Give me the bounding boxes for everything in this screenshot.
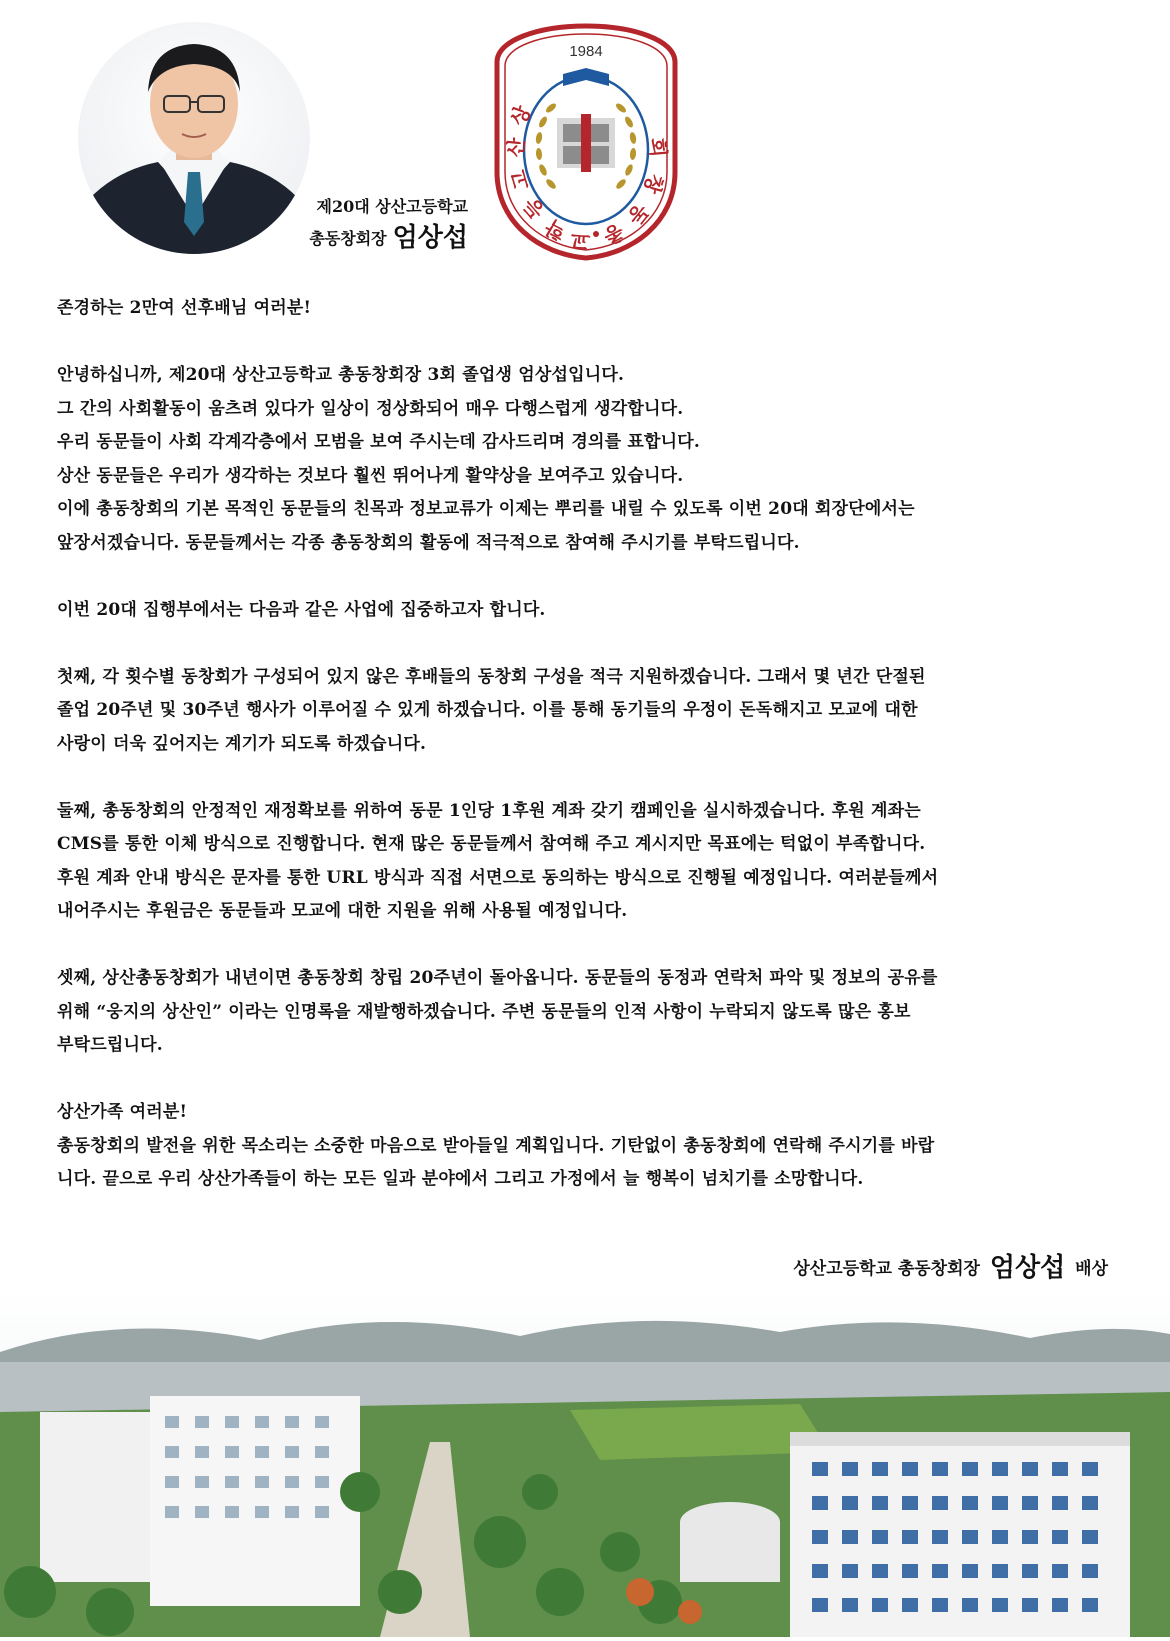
portrait-image [78, 22, 310, 254]
paragraph-line: 후원 계좌 안내 방식은 문자를 통한 URL 방식과 직접 서면으로 동의하는 방식으로 진행될 예정입니다. 여러분들께서 [57, 867, 939, 888]
svg-text:산: 산 [503, 136, 529, 159]
paragraph-line: 우리 동문들이 사회 각계각층에서 모범을 보여 주시는데 감사드리며 경의를 표합니다. [57, 432, 700, 452]
paragraph-line: CMS를 통한 이체 방식으로 진행합니다. 현재 많은 동문들께서 참여해 주고 계시지만 목표에는 턱없이 부족합니다. [57, 834, 926, 854]
paragraph-line: 사랑이 더욱 깊어지는 계기가 되도록 하겠습니다. [57, 733, 427, 754]
alumni-emblem [493, 22, 679, 262]
emblem-logo [493, 22, 679, 262]
title-role [278, 222, 468, 255]
paragraph-line: 그 간의 사회활동이 움츠려 있다가 일상이 정상화되어 매우 다행스럽게 생각합니다. [57, 398, 684, 419]
paragraph-line: 첫째, 각 횟수별 동창회가 구성되어 있지 않은 후배들의 동창회 구성을 적극 지원하겠습니다. 그래서 몇 년간 단절된 [57, 666, 926, 687]
paragraph-line: 내어주시는 후원금은 동문들과 모교에 대한 지원을 위해 사용될 예정입니다. [57, 901, 628, 921]
svg-text:동: 동 [622, 199, 654, 230]
signature [793, 1247, 1108, 1284]
paragraph-second [57, 795, 1117, 929]
svg-text:창: 창 [639, 171, 668, 197]
signature-suffix: 배상 [1075, 1259, 1108, 1279]
paragraph-line: 위해 “웅지의 상산인” 이라는 인명록을 재발행하겠습니다. 주변 동문들의 인적 사항이 누락되지 않도록 많은 홍보 [57, 1001, 911, 1022]
paragraph-line: 셋째, 상산총동창회가 내년이면 총동창회 창립 20주년이 돌아옵니다. 동문들의 동정과 연락처 파악 및 정보의 공유를 [57, 968, 938, 988]
paragraph-intro [57, 359, 1117, 560]
campus-image [0, 1292, 1170, 1637]
emblem-year: 1984 [569, 43, 603, 60]
paragraph-first [57, 661, 1117, 762]
svg-text:등: 등 [518, 193, 550, 224]
paragraph-agenda [57, 594, 1117, 628]
title-role-label: 총동창회장 [309, 229, 387, 248]
greeting [57, 292, 1117, 326]
paragraph-line: 이번 20대 집행부에서는 다음과 같은 사업에 집중하고자 합니다. [57, 599, 546, 620]
letter-body [57, 292, 1117, 1197]
svg-text:학: 학 [541, 214, 570, 246]
paragraph-line: 부탁드립니다. [57, 1035, 163, 1055]
campus-photo [0, 1292, 1170, 1637]
paragraph-line: 졸업 20주년 및 30주년 행사가 이루어질 수 있게 하겠습니다. 이를 통해 동기들의 우정이 돈독해지고 모교에 대한 [57, 700, 918, 720]
svg-text:총: 총 [600, 219, 628, 250]
paragraph-third [57, 962, 1117, 1063]
signature-title: 상산고등학교 총동창회장 [793, 1259, 980, 1279]
title-school: 제20대 상산고등학교 [316, 197, 468, 216]
paragraph-line: 이에 총동창회의 기본 목적인 동문들의 친목과 정보교류가 이제는 뿌리를 내릴 수 있도록 이번 20대 회장단에서는 [57, 499, 915, 519]
paragraph-line: 총동창회의 발전을 위한 목소리는 소중한 마음으로 받아들일 계획입니다. 기탄없이 총동창회에 연락해 주시기를 바랍 [57, 1135, 935, 1156]
chairman-portrait [78, 22, 310, 254]
title-chairman-name: 엄상섭 [392, 223, 468, 253]
chairman-title [278, 192, 468, 255]
svg-text:회: 회 [645, 136, 671, 159]
paragraph-closing [57, 1096, 1117, 1197]
signature-name: 엄상섭 [989, 1253, 1066, 1283]
paragraph-line: 안녕하십니까, 제20대 상산고등학교 총동창회장 3회 졸업생 엄상섭입니다. [57, 365, 625, 385]
paragraph-line: 상산가족 여러분! [57, 1102, 188, 1122]
paragraph-line: 니다. 끝으로 우리 상산가족들이 하는 모든 일과 분야에서 그리고 가정에서 늘 행복이 넘치기를 소망합니다. [57, 1169, 864, 1189]
paragraph-line: 상산 동문들은 우리가 생각하는 것보다 훨씬 뛰어나게 활약상을 보여주고 있습니다. [57, 465, 684, 486]
greeting-line: 존경하는 2만여 선후배님 여러분! [57, 298, 312, 318]
paragraph-line: 앞장서겠습니다. 동문들께서는 각종 총동창회의 활동에 적극적으로 참여해 주시기를 부탁드립니다. [57, 532, 800, 553]
paragraph-line: 둘째, 총동창회의 안정적인 재정확보를 위하여 동문 1인당 1후원 계좌 갖기 캠페인을 실시하겠습니다. 후원 계좌는 [57, 800, 921, 821]
svg-text:교: 교 [569, 228, 592, 254]
svg-text:고: 고 [506, 167, 535, 193]
svg-text:상: 상 [505, 102, 536, 129]
